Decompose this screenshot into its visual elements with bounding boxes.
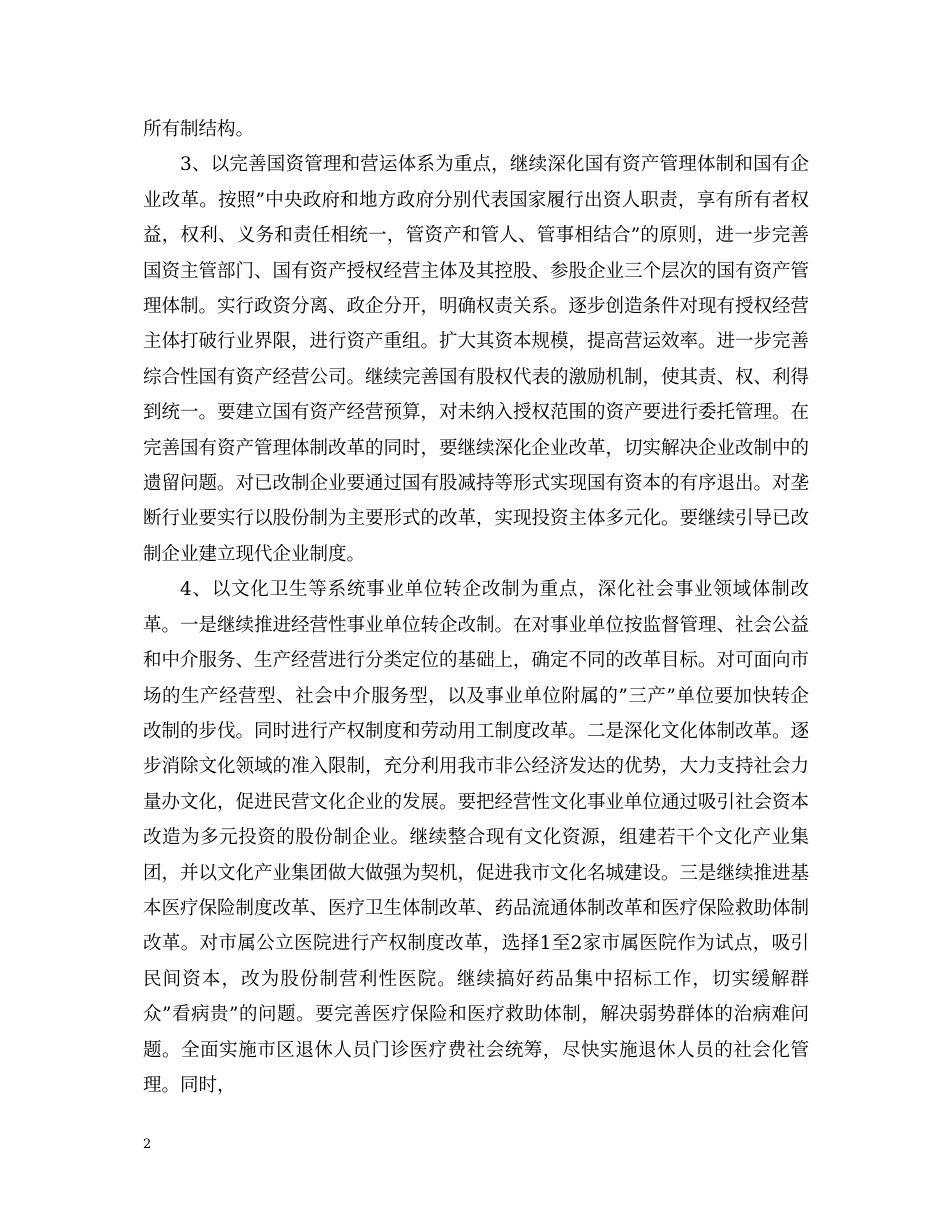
paragraph-state-assets-reform: 3、以完善国资管理和营运体系为重点，继续深化国有资产管理体制和国有企业改革。按照”中央政府和地方政府分别代表国家履行出资人职责，享有所有者权益，权利、义务和责任相统一，管资产和管人、管事相结合”的原则，进一步完善国资主管部门、国有资产授权经营主体及其控股、参股企业三个层次的国有资产管理体制。实行政资分离、政企分开，明确权责关系。逐步创造条件对现有授权经营主体打破行业界限，进行资产重组。扩大其资本规模，提高营运效率。进一步完善综合性国有资产经营公司。继续完善国有股权代表的激励机制，使其责、权、利得到统一。要建立国有资产经营预算，对未纳入授权范围的资产要进行委托管理。在完善国有资产管理体制改革的同时，要继续深化企业改革，切实解决企业改制中的遗留问题。对已改制企业要通过国有股减持等形式实现国有资本的有序退出。对垄断行业要实行以股份制为主要形式的改革，实现投资主体多元化。要继续引导已改制企业建立现代企业制度。 bbox=[143, 154, 810, 565]
paragraph-continuation: 所有制结构。 bbox=[143, 119, 255, 140]
page-number: 2 bbox=[143, 1137, 152, 1152]
body-text bbox=[143, 112, 809, 1103]
paragraph-social-undertakings-reform: 4、以文化卫生等系统事业单位转企改制为重点，深化社会事业领域体制改革。一是继续推进经营性事业单位转企改制。在对事业单位按监督管理、社会公益和中介服务、生产经营进行分类定位的基础上，确定不同的改革目标。对可面向市场的生产经营型、社会中介服务型，以及事业单位附属的”三产”单位要加快转企改制的步伐。同时进行产权制度和劳动用工制度改革。二是深化文化体制改革。逐步消除文化领域的准入限制，充分利用我市非公经济发达的优势，大力支持社会力量办文化，促进民营文化企业的发展。要把经营性文化事业单位通过吸引社会资本改造为多元投资的股份制企业。继续整合现有文化资源，组建若干个文化产业集团，并以文化产业集团做大做强为契机，促进我市文化名城建设。三是继续推进基本医疗保险制度改革、医疗卫生体制改革、药品流通体制改革和医疗保险救助体制改革。对市属公立医院进行产权制度改革，选择1至2家市属医院作为试点，吸引民间资本，改为股份制营利性医院。继续搞好药品集中招标工作，切实缓解群众”看病贵”的问题。要完善医疗保险和医疗救助体制，解决弱势群体的治病难问题。全面实施市区退休人员门诊医疗费社会统筹，尽快实施退休人员的社会化管理。同时， bbox=[143, 579, 810, 1096]
